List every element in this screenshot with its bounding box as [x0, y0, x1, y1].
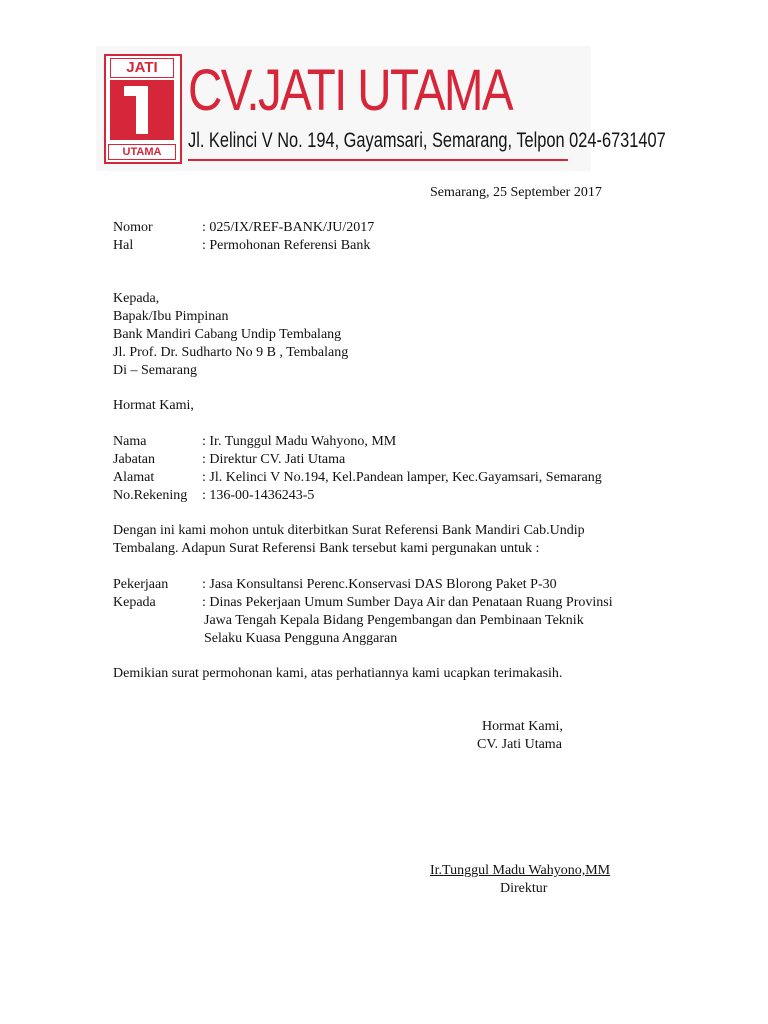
purpose-label-kepada: Kepada [113, 595, 156, 610]
letter-date: Semarang, 25 September 2017 [430, 185, 602, 200]
detail-label-jabatan: Jabatan [113, 452, 155, 467]
signatory-title: Direktur [500, 881, 548, 896]
detail-label-rekening: No.Rekening [113, 488, 188, 503]
recipient-line: Bapak/Ibu Pimpinan [113, 309, 229, 324]
company-logo [104, 54, 182, 164]
signatory-name: Ir.Tunggul Madu Wahyono,MM [430, 863, 611, 878]
body-line: Dengan ini kami mohon untuk diterbitkan Surat Referensi Bank Mandiri Cab.Undip [113, 523, 585, 538]
meta-value-nomor: : 025/IX/REF-BANK/JU/2017 [202, 220, 375, 235]
purpose-label-pekerjaan: Pekerjaan [113, 577, 169, 592]
letterhead [96, 46, 666, 171]
purpose-value-pekerjaan: : Jasa Konsultansi Perenc.Konservasi DAS Blorong Paket P-30 [202, 577, 557, 592]
detail-value-nama: : Ir. Tunggul Madu Wahyono, MM [202, 434, 397, 449]
logo-mark [110, 80, 174, 140]
detail-label-nama: Nama [113, 434, 147, 449]
detail-value-rekening: : 136-00-1436243-5 [202, 488, 315, 503]
logo-bottom-text: UTAMA [108, 144, 176, 160]
purpose-value-kepada: Selaku Kuasa Pengguna Anggaran [204, 631, 398, 646]
closing-line: Demikian surat permohonan kami, atas perhatiannya kami ucapkan terimakasih. [113, 666, 563, 681]
body-line: Tembalang. Adapun Surat Referensi Bank tersebut kami pergunakan untuk : [113, 541, 540, 556]
signoff-company: CV. Jati Utama [477, 737, 562, 752]
signoff-regards: Hormat Kami, [482, 719, 563, 734]
detail-label-alamat: Alamat [113, 470, 155, 485]
detail-value-jabatan: : Direktur CV. Jati Utama [202, 452, 346, 467]
purpose-value-kepada: : Dinas Pekerjaan Umum Sumber Daya Air dan Penataan Ruang Provinsi [202, 595, 613, 610]
recipient-line: Di – Semarang [113, 363, 197, 378]
recipient-line: Jl. Prof. Dr. Sudharto No 9 B , Tembalang [113, 345, 349, 360]
meta-value-hal: : Permohonan Referensi Bank [202, 238, 371, 253]
recipient-line: Kepada, [113, 291, 160, 306]
company-name: CV.JATI UTAMA [188, 58, 512, 123]
detail-value-alamat: : Jl. Kelinci V No.194, Kel.Pandean lamper, Kec.Gayamsari, Semarang [202, 470, 602, 485]
purpose-value-kepada: Jawa Tengah Kepala Bidang Pengembangan dan Pembinaan Teknik [204, 613, 584, 628]
meta-label-hal: Hal [113, 238, 134, 253]
letterhead-divider [188, 159, 568, 161]
recipient-line: Bank Mandiri Cabang Undip Tembalang [113, 327, 342, 342]
company-address: Jl. Kelinci V No. 194, Gayamsari, Semarang, Telpon 024-6731407 [188, 129, 666, 152]
greeting: Hormat Kami, [113, 398, 194, 413]
logo-top-text: JATI [110, 58, 174, 78]
meta-label-nomor: Nomor [113, 220, 153, 235]
